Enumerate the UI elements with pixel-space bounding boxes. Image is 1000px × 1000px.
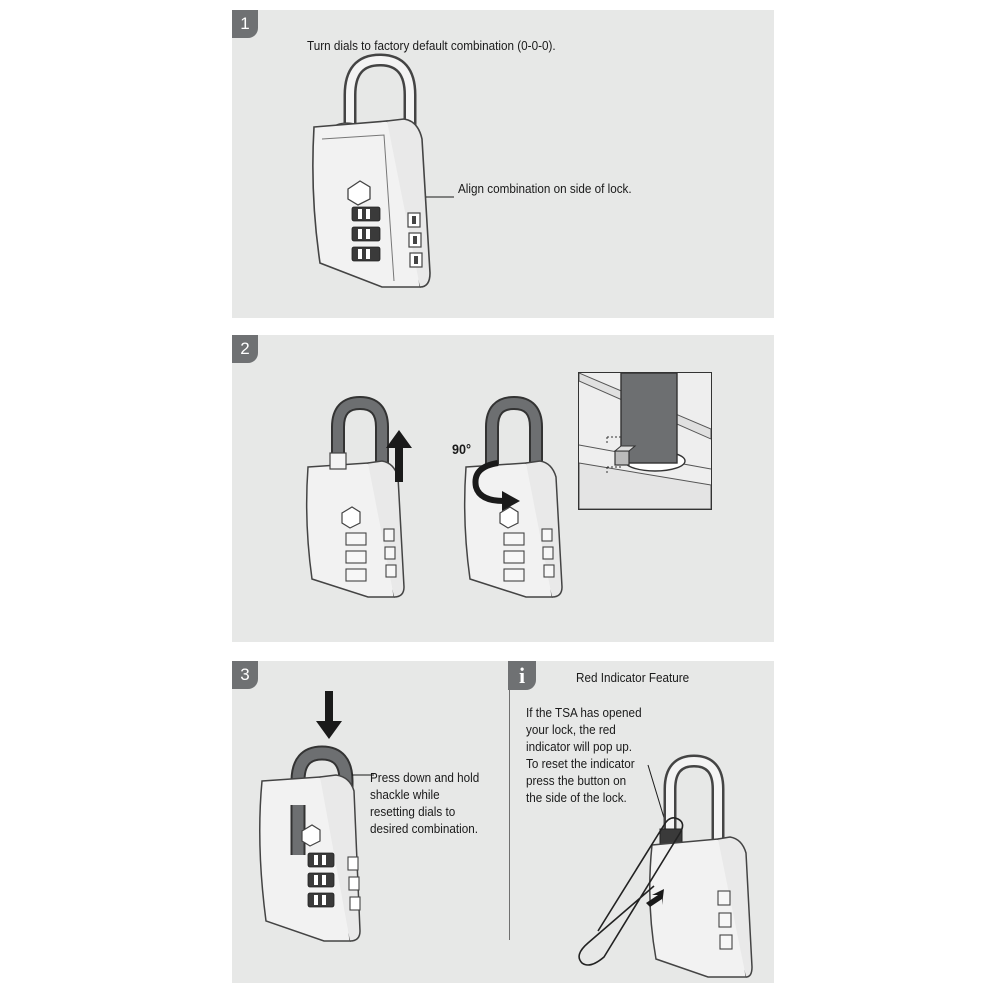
padlock-shackle-lifted	[302, 397, 422, 602]
step-1-instruction: Turn dials to factory default combination (0-0-0).	[307, 38, 556, 53]
step-3-number-badge: 3	[232, 661, 258, 689]
padlock-illustration-step-1	[292, 55, 492, 295]
step-1-number-badge: 1	[232, 10, 258, 38]
step-1-callout: Align combination on side of lock.	[458, 181, 632, 196]
down-arrow-icon	[316, 691, 342, 739]
shackle-detail-inset	[578, 372, 712, 510]
rotate-arrow-icon	[466, 453, 526, 513]
info-title: Red Indicator Feature	[576, 670, 690, 685]
rotation-angle-label: 90°	[452, 441, 472, 457]
step-3-instruction: Press down and hold shackle while resetting dials to desired combination.	[370, 770, 480, 836]
step-3-panel	[232, 661, 774, 983]
padlock-red-indicator-illustration	[568, 753, 768, 983]
info-icon: i	[508, 661, 536, 690]
step-1-panel	[232, 10, 774, 318]
info-body: If the TSA has opened your lock, the red indicator will pop up. To reset the indicator press the button on the side of the lock.	[526, 705, 642, 805]
section-divider	[509, 690, 510, 940]
shackle-detail-illustration	[579, 373, 711, 509]
step-2-panel	[232, 335, 774, 642]
up-arrow-icon	[386, 430, 412, 482]
step-2-number-badge: 2	[232, 335, 258, 363]
